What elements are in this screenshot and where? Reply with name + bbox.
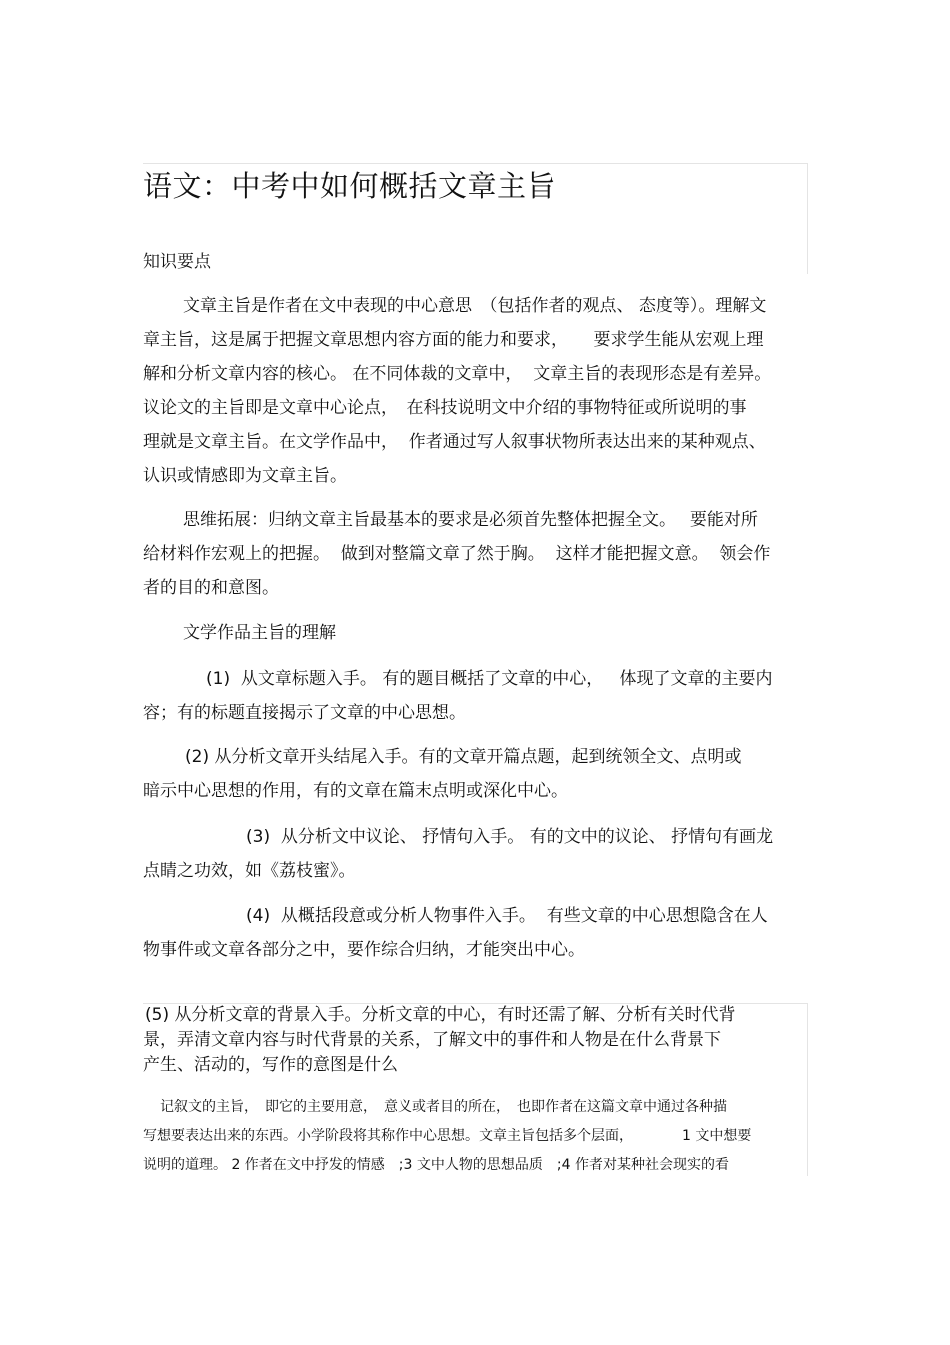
list-item-line: (2) 从分析文章开头结尾入手。有的文章开篇点题，起到统领全文、点明或 (185, 747, 742, 767)
paragraph-line: 给材料作宏观上的把握。 做到对整篇文章了然于胸。 这样才能把握文意。 领会作 (143, 544, 771, 564)
paragraph-line: 文章主旨是作者在文中表现的中心意思 （包括作者的观点、 态度等）。理解文 (183, 296, 767, 316)
paragraph-line: 者的目的和意图。 (143, 578, 279, 598)
list-item-line: 景，弄清文章内容与时代背景的关系，了解文中的事件和人物是在什么背景下 (143, 1030, 721, 1050)
list-item-line: (5) 从分析文章的背景入手。分析文章的中心，有时还需了解、分析有关时代背 (145, 1005, 736, 1025)
list-item-line: 容；有的标题直接揭示了文章的中心思想。 (143, 703, 466, 723)
list-item-line: 点睛之功效，如《荔枝蜜》。 (143, 861, 356, 881)
paragraph-line: 理就是文章主旨。在文学作品中， 作者通过写人叙事状物所表达出来的某种观点、 (143, 432, 766, 452)
page-title: 语文：中考中如何概括文章主旨 (143, 169, 557, 203)
subheading: 文学作品主旨的理解 (183, 623, 336, 643)
paragraph-line: 思维拓展：归纳文章主旨最基本的要求是必须首先整体把握全文。 要能对所 (183, 510, 758, 530)
paragraph-line: 认识或情感即为文章主旨。 (143, 466, 347, 486)
list-item-line: (4) 从概括段意或分析人物事件入手。 有些文章的中心思想隐含在人 (246, 906, 768, 926)
paragraph-line: 解和分析文章内容的核心。 在不同体裁的文章中， 文章主旨的表现形态是有差异。 (143, 364, 772, 384)
paragraph-line: 章主旨，这是属于把握文章思想内容方面的能力和要求， 要求学生能从宏观上理 (143, 330, 764, 350)
bottom-frame (143, 1003, 808, 1176)
list-item-line: 物事件或文章各部分之中，要作综合归纳，才能突出中心。 (143, 940, 585, 960)
list-item-line: 产生、活动的，写作的意图是什么 (143, 1055, 398, 1075)
section-heading: 知识要点 (143, 252, 211, 272)
paragraph-line: 写想要表达出来的东西。小学阶段将其称作中心思想。文章主旨包括多个层面， 1 文中想要 (143, 1128, 752, 1144)
list-item-line: (3) 从分析文中议论、 抒情句入手。 有的文中的议论、 抒情句有画龙 (246, 827, 774, 847)
paragraph-line: 记叙文的主旨， 即它的主要用意， 意义或者目的所在， 也即作者在这篇文章中通过各种描 (160, 1099, 727, 1115)
list-item-line: (1) 从文章标题入手。 有的题目概括了文章的中心， 体现了文章的主要内 (206, 669, 773, 689)
paragraph-line: 议论文的主旨即是文章中心论点， 在科技说明文中介绍的事物特征或所说明的事 (143, 398, 747, 418)
list-item-line: 暗示中心思想的作用，有的文章在篇末点明或深化中心。 (143, 781, 568, 801)
paragraph-line: 说明的道理。 2 作者在文中抒发的情感 ;3 文中人物的思想品质 ;4 作者对某种社会现实的看 (143, 1157, 729, 1173)
